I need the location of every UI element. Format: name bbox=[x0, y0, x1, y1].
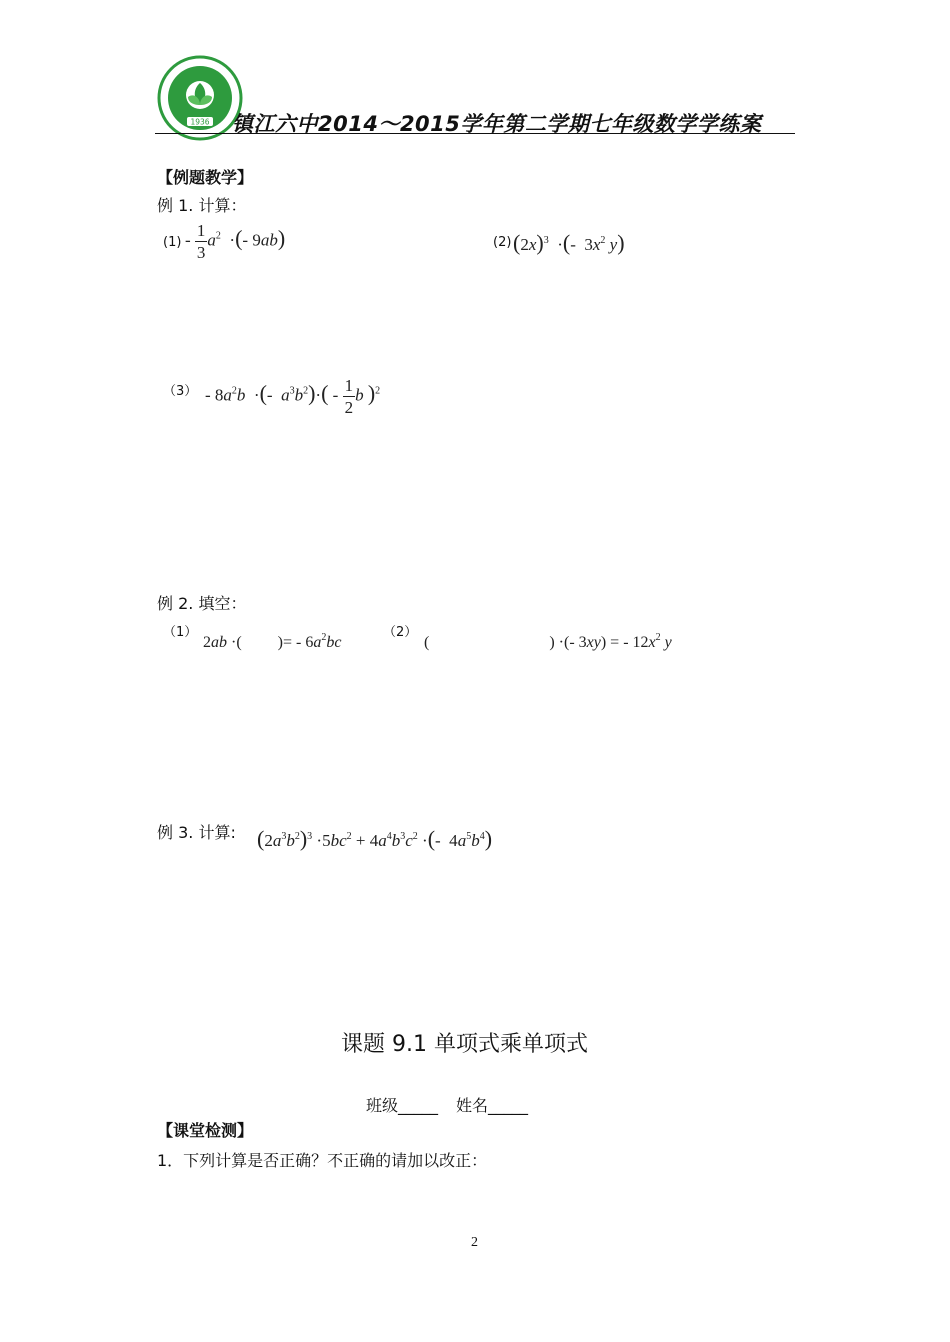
example-3-label: 例 3. 计算: bbox=[157, 823, 236, 842]
check-question-1: 1．下列计算是否正确？不正确的请加以改正： bbox=[157, 1151, 488, 1170]
name-label: 姓名_____ bbox=[456, 1096, 529, 1115]
school-logo bbox=[157, 55, 243, 141]
lesson-title: 课题 9.1 单项式乘单项式 bbox=[341, 1032, 588, 1057]
example-heading: 【例题教学】 bbox=[157, 168, 254, 187]
header-title: 镇江六中2014～2015学年第二学期七年级数学学练案 bbox=[232, 112, 762, 136]
ex3-expression: $(2a^3b^2)^3 \cdot 5bc^2 + 4a^4b^3c^2$ ·(- $4a^5b^4$) bbox=[257, 826, 493, 851]
ex1-part2-number: (2) bbox=[493, 235, 512, 250]
check-heading: 【课堂检测】 bbox=[157, 1121, 254, 1140]
header-rule bbox=[155, 133, 795, 134]
example-2-label: 例 2. 填空： bbox=[157, 594, 247, 613]
page-number: 2 bbox=[471, 1235, 478, 1250]
ex2-part2-expression: ( ) ·(- 3xy) = - $12x^2$ y bbox=[424, 632, 672, 651]
ex2-part1-expression: 2ab ·( )= - $6a^2bc$ bbox=[203, 632, 342, 651]
example-1-label: 例 1. 计算： bbox=[157, 196, 247, 215]
ex1-part1-expression: - $\frac{1}{3}$ $a^2$ ·(- 9ab) bbox=[185, 221, 286, 262]
ex1-part3-number: （3） bbox=[163, 384, 198, 399]
ex1-part3-expression: - $8a^2b$ ·(- $a^3b^2)\cdot$( - $\frac{1}{2}$ b )$^2$ bbox=[205, 376, 381, 417]
ex1-part1-number: (1) bbox=[163, 235, 182, 250]
ex2-part1-number: （1） bbox=[163, 625, 198, 640]
class-label: 班级_____ bbox=[366, 1096, 439, 1115]
ex1-part2-expression: $(2x)^3$ ·(- $3x^2$ y) bbox=[513, 230, 625, 255]
ex2-part2-number: （2） bbox=[383, 625, 418, 640]
logo-year: 1936 bbox=[190, 117, 210, 127]
